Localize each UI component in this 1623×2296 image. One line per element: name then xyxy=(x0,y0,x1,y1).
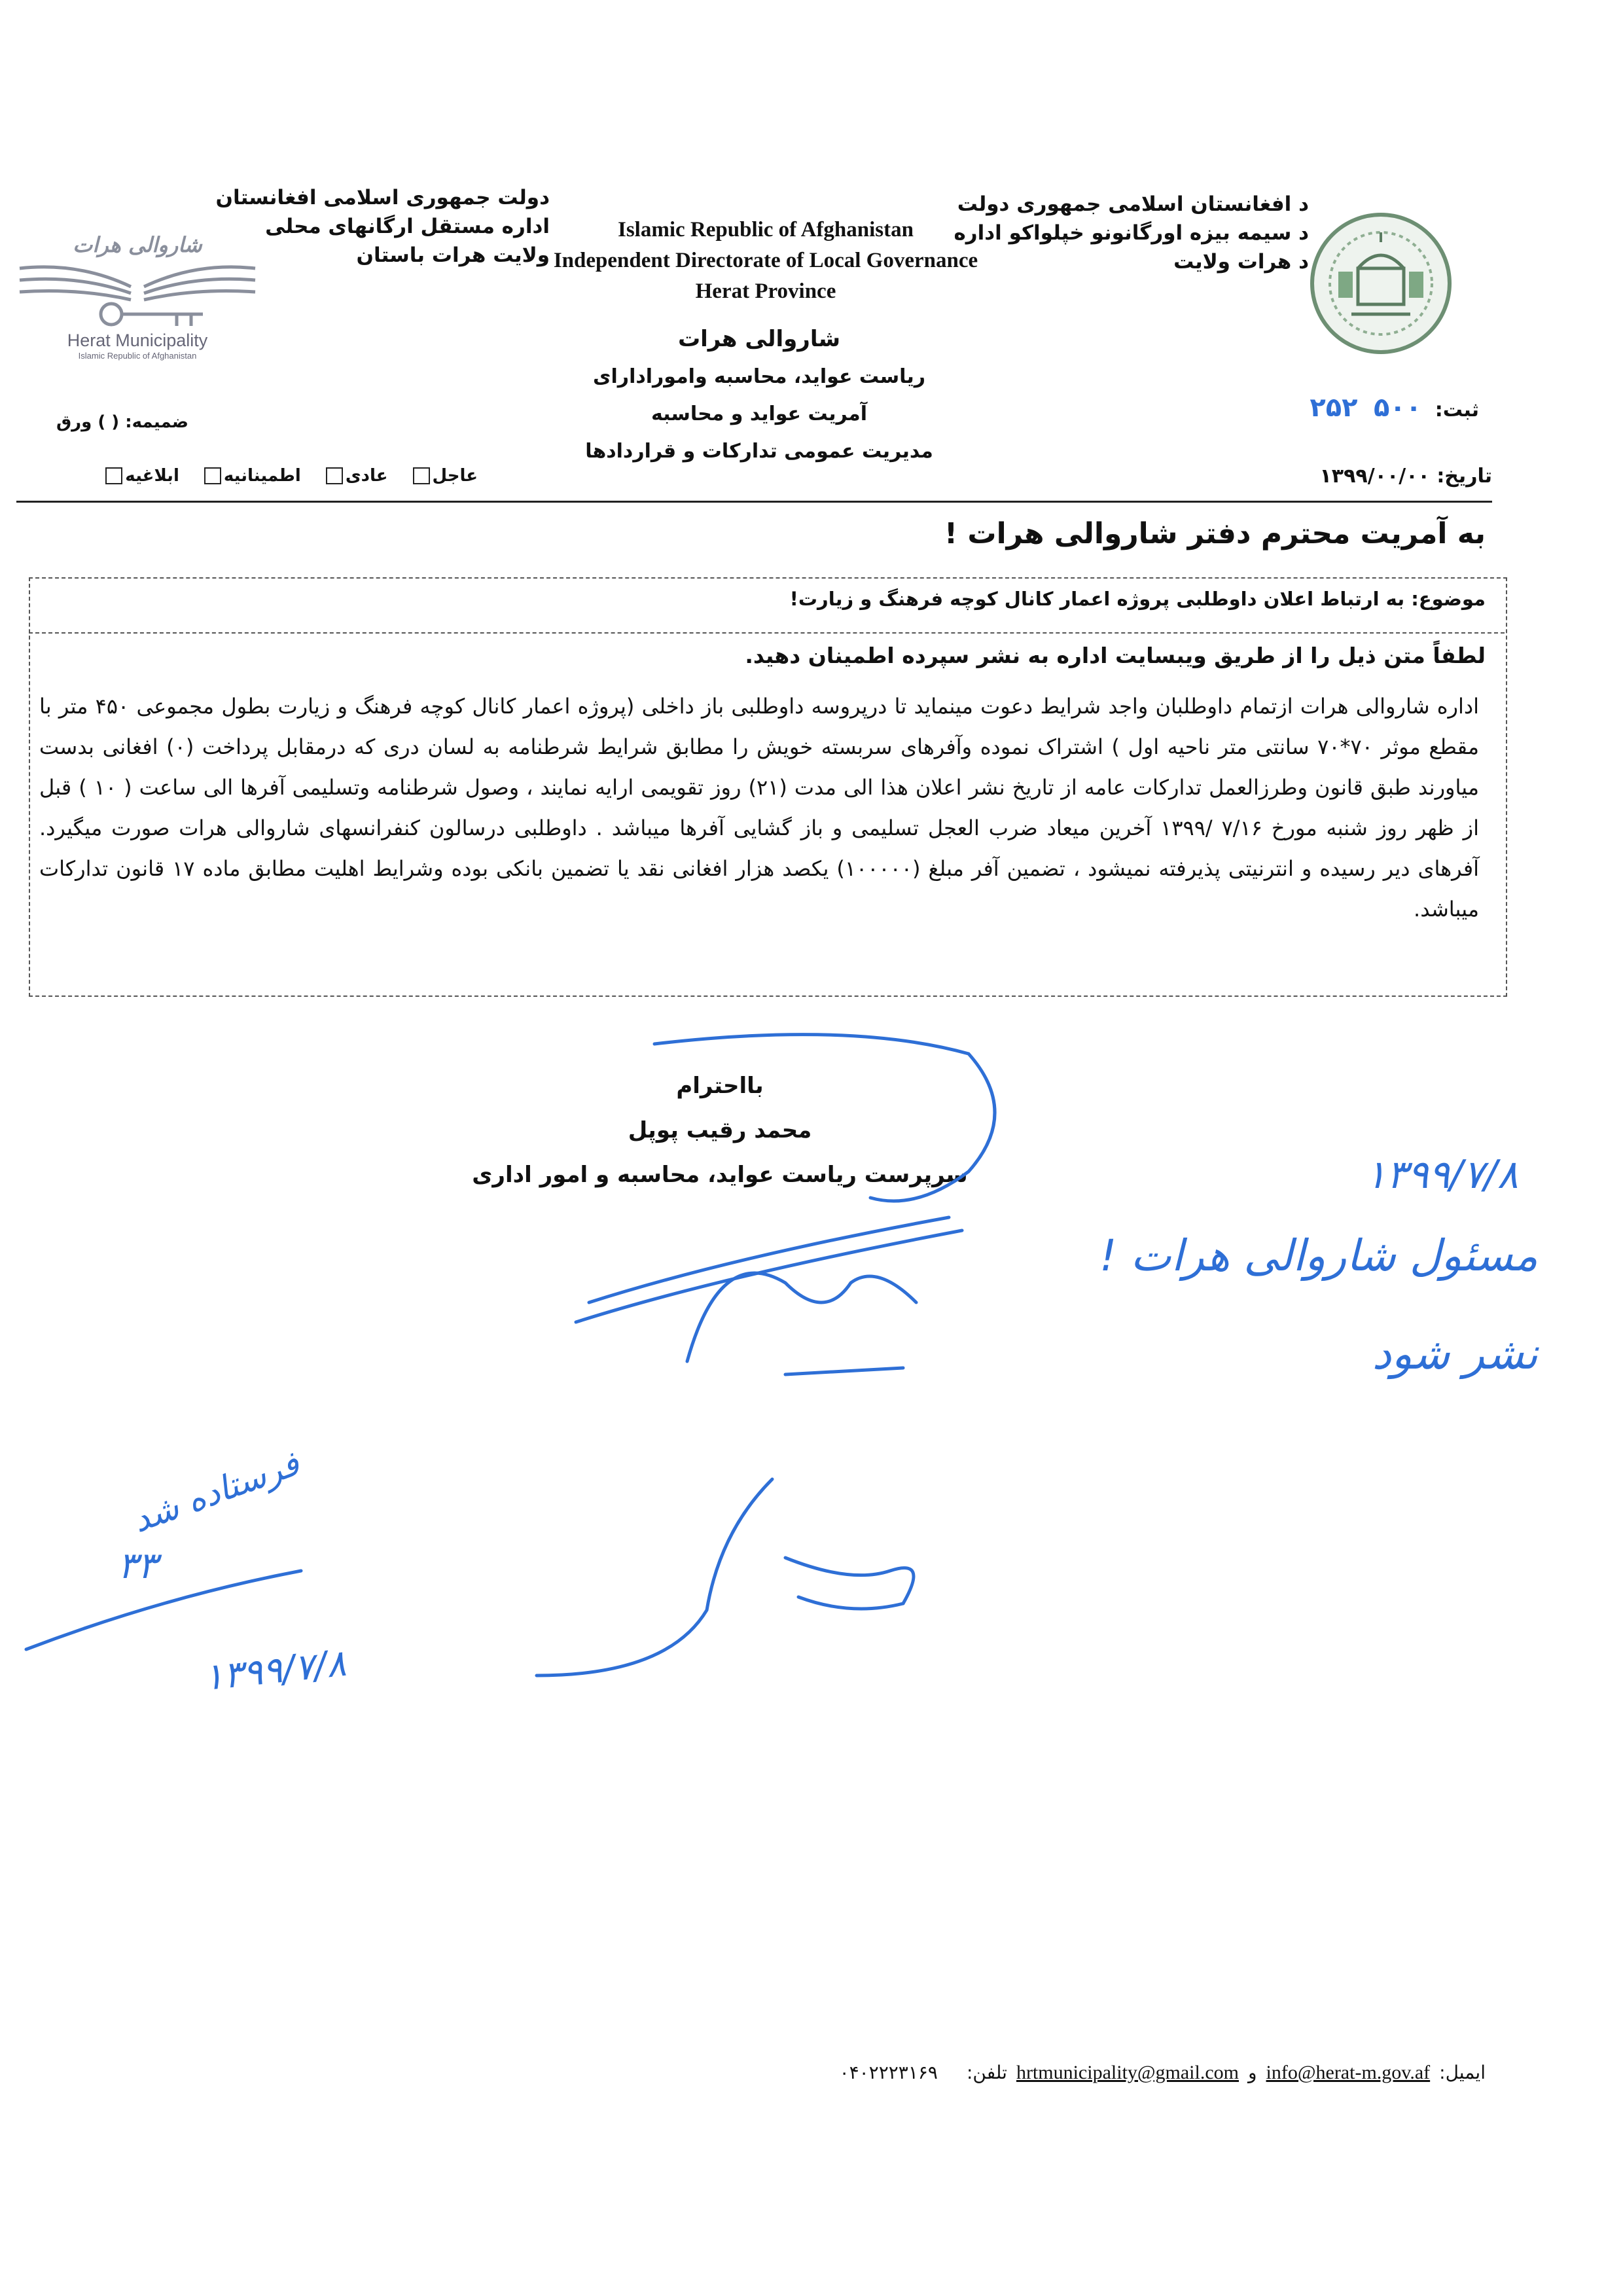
registration-number: ۵۰۰ xyxy=(1374,393,1422,423)
annex-field: ضمیمه: ( ) ورق xyxy=(56,412,188,432)
addressee-line: به آمریت محترم دفتر شاروالی هرات ! xyxy=(944,517,1486,550)
email-joiner: و xyxy=(1248,2062,1257,2083)
checkbox-label: عادی xyxy=(345,466,388,486)
phone-label: تلفن: xyxy=(966,2062,1007,2083)
department-line: مدیریت عمومی تدارکات و قراردادها xyxy=(585,440,933,463)
checkbox-label: اطمینانیه xyxy=(223,466,301,486)
handwritten-note-line: نشر شود xyxy=(1372,1329,1538,1379)
handwritten-note-date: ۱۳۹۹/۷/۸ xyxy=(1365,1152,1518,1198)
header-pashto-line: د هرات ولایت xyxy=(1173,250,1309,274)
header-pashto-line: د افغانستان اسلامی جمهوری دولت xyxy=(957,192,1309,216)
signature-tail-stroke xyxy=(785,1558,914,1604)
request-line: لطفاً متن ذیل را از طریق ویبسایت اداره به نشر سپرده اطمینان دهید. xyxy=(745,643,1486,668)
handwritten-sent-number: ۳۳ xyxy=(117,1545,158,1587)
email-link-primary[interactable]: info@herat-m.gov.af xyxy=(1266,2062,1431,2083)
header-pashto-line: د سیمه بیزه اورگانونو خپلواکو اداره xyxy=(954,221,1309,245)
email-link-secondary[interactable]: hrtmunicipality@gmail.com xyxy=(1016,2062,1240,2083)
email-label: ایمیل: xyxy=(1439,2062,1486,2083)
registration-number-secondary: ۲۵۲ xyxy=(1310,393,1358,423)
header-dari-line: دولت جمهوری اسلامی افغانستان xyxy=(215,186,550,209)
header-dari-line: ولایت هرات باستان xyxy=(356,243,550,267)
header-english-line: Herat Province xyxy=(695,279,836,303)
signature-tail-stroke xyxy=(798,1597,903,1609)
closing-text: بااحترام xyxy=(676,1073,764,1099)
department-line: آمریت عواید و محاسبه xyxy=(651,403,868,425)
header-english-line: Islamic Republic of Afghanistan xyxy=(618,218,914,242)
logo-script-text: شاروالی هرات xyxy=(73,232,202,257)
date-label: تاریخ: xyxy=(1436,465,1492,488)
registration-label: ثبت: xyxy=(1435,399,1479,422)
signature-scribble-stroke xyxy=(785,1368,903,1374)
logo-subtitle: Islamic Republic of Afghanistan xyxy=(78,351,197,361)
signatory-name: محمد رقیب پوپل xyxy=(628,1117,812,1143)
date-value: ۱۳۹۹/۰۰/۰۰ xyxy=(1319,465,1430,488)
handwritten-sent-note: فرستاده شد xyxy=(127,1444,305,1541)
checkbox-label: عاجل xyxy=(432,466,478,486)
handwritten-sent-date: ۱۳۹۹/۷/۸ xyxy=(202,1641,348,1700)
footer-contact xyxy=(648,2062,1486,2084)
signature-scribble-stroke xyxy=(687,1273,916,1361)
signatory-title: سرپرست ریاست عواید، محاسبه و امور اداری xyxy=(472,1162,968,1188)
logo-name: Herat Municipality xyxy=(67,331,208,350)
department-title: شاروالی هرات xyxy=(677,326,841,352)
body-paragraph: اداره شاروالی هرات ازتمام داوطلبان واجد شرایط دعوت مینماید تا درپروسه داوطلبی باز داخلی (پروژه اعمار کانال کوچه فرهنگ و زیارت بطول مجموعی ۴۵۰ متر با مقطع موثر ۷۰*۷۰ سانتی متر ناحیه اول ) اشتراک نموده وآفرهای سربسته خویش را مطابق شرایط شرطنامه به لسان دری که درمقابل پرداخت (۰) افغانی بدست میاورند طبق قانون وطرزالعمل تدارکات عامه از تاریخ نشر اعلان هذا الی مدت (۲۱) روز تقویمی ارایه نمایند ، وصول شرطنامه وتسلیمی آفرها الی ساعت ( ۱۰ ) قبل از ظهر روز شنبه مورخ ۷/۱۶ /۱۳۹۹ آخرین میعاد ضرب العجل تسلیمی و باز گشایی آفرها میباشد . داوطلبی درسالون کنفرانسهای شاروالی هرات صورت میگیرد. آفرهای دیر رسیده و انترنیتی پذیرفته نمیشود ، تضمین آفر مبلغ (۱۰۰۰۰۰) یکصد هزار افغانی نقد یا تضمین بانکی بوده وشرایط اهلیت مطابق ماده ۱۷ قانون تدارکات میباشد. xyxy=(39,694,1480,922)
header-dari-line: اداره مستقل ارگانهای محلی xyxy=(265,215,550,238)
handwritten-note-line: مسئول شاروالی هرات ! xyxy=(1099,1230,1538,1281)
header-english-line: Independent Directorate of Local Governance xyxy=(553,249,978,272)
phone-number: ۰۴۰۲۲۲۳۱۶۹ xyxy=(839,2062,938,2083)
signature-strike-stroke xyxy=(589,1217,949,1302)
signature-tail-stroke xyxy=(537,1479,772,1676)
department-line: ریاست عواید، محاسبه وامورادارای xyxy=(593,365,925,388)
signature-loop-stroke xyxy=(654,1035,995,1201)
subject-line: موضوع: به ارتباط اعلان داوطلبی پروژه اعمار کانال کوچه فرهنگ و زیارت! xyxy=(789,588,1486,610)
checkbox-label: ابلاغیه xyxy=(125,466,179,486)
